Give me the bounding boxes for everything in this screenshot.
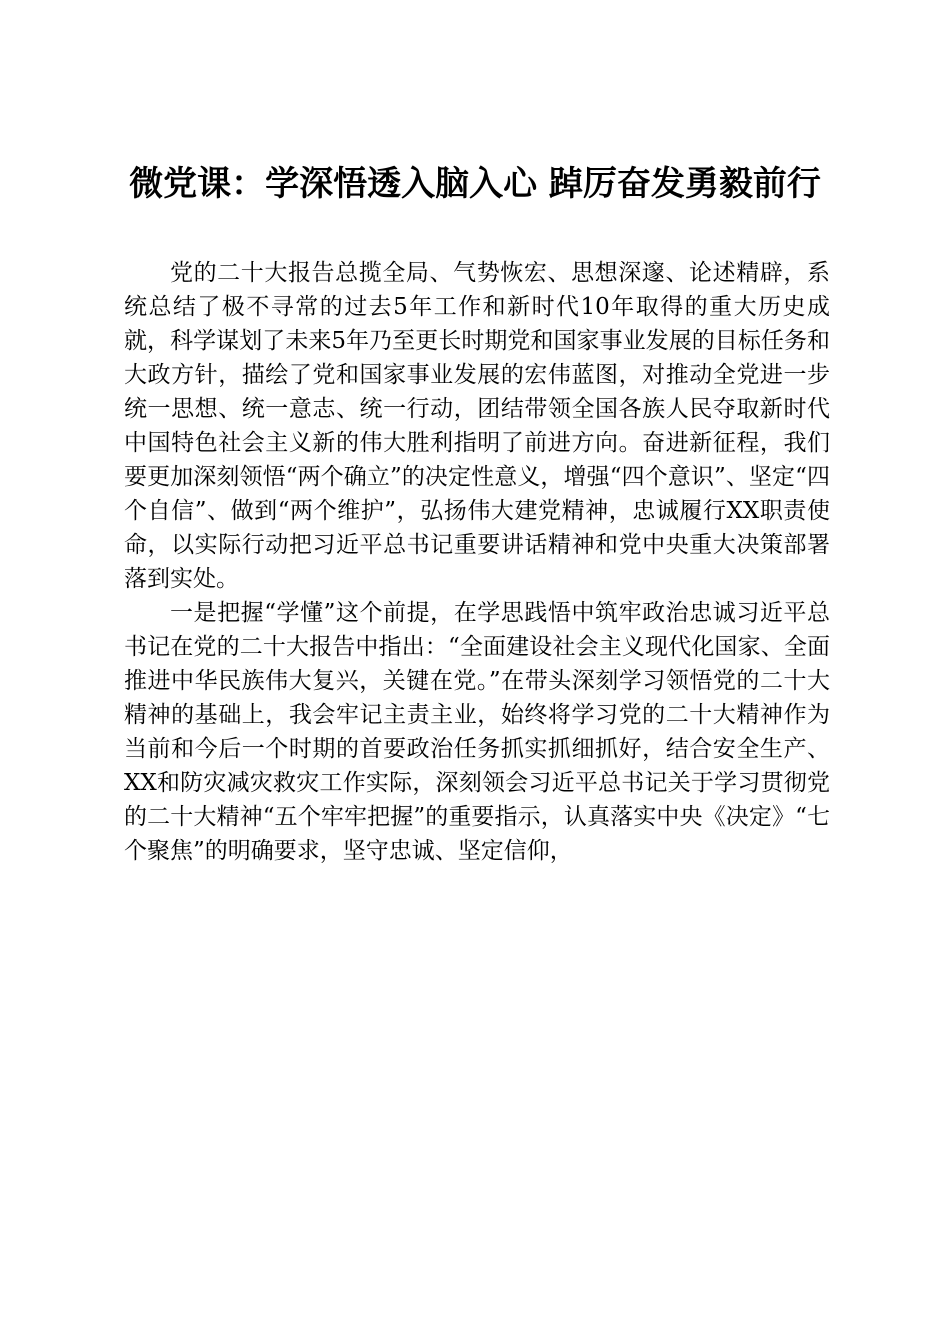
document-title: 微党课：学深悟透入脑入心 踔厉奋发勇毅前行 — [129, 164, 821, 204]
document-body — [124, 256, 830, 868]
paragraph-2: 一是把握“学懂”这个前提，在学思践悟中筑牢政治忠诚习近平总书记在党的二十大报告中指出：“全面建设社会主义现代化国家、全面推进中华民族伟大复兴，关键在党。”在带头深刻学习领悟党的二十大精神的基础上，我会牢记主责主业，始终将学习党的二十大精神作为当前和今后一个时期的首要政治任务抓实抓细抓好，结合安全生产、XX和防灾减灾救灾工作实际，深刻领会习近平总书记关于学习贯彻党的二十大精神“五个牢牢把握”的重要指示，认真落实中央《决定》“七个聚焦”的明确要求，坚守忠诚、坚定信仰， — [124, 600, 830, 864]
paragraph-1: 党的二十大报告总揽全局、气势恢宏、思想深邃、论述精辟，系统总结了极不寻常的过去5年工作和新时代10年取得的重大历史成就，科学谋划了未来5年乃至更长时期党和国家事业发展的目标任务和大政方针，描绘了党和国家事业发展的宏伟蓝图，对推动全党进一步统一思想、统一意志、统一行动，团结带领全国各族人民夺取新时代中国特色社会主义新的伟大胜利指明了前进方向。奋进新征程，我们要更加深刻领悟“两个确立”的决定性意义，增强“四个意识”、坚定“四个自信”、做到“两个维护”，弘扬伟大建党精神，忠诚履行XX职责使命，以实际行动把习近平总书记重要讲话精神和党中央重大决策部署落到实处。 — [124, 260, 830, 592]
